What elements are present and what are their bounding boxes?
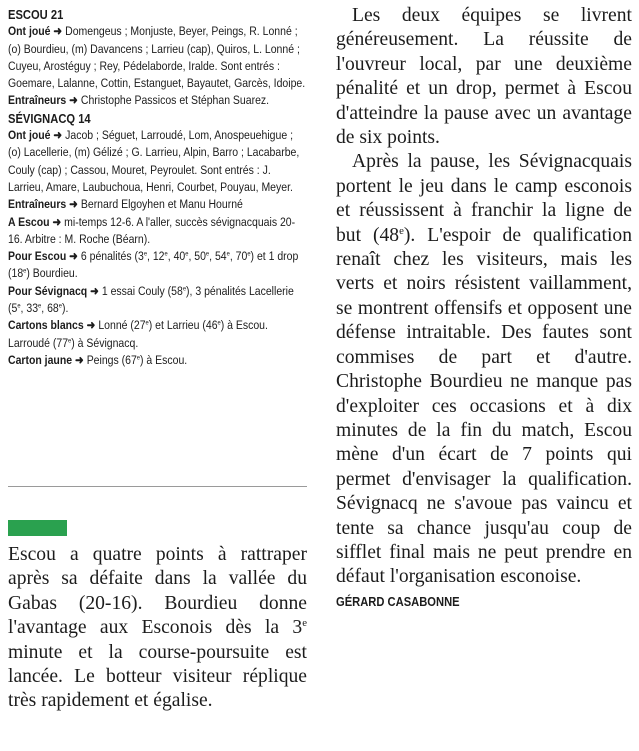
arrow-icon: ➜ [69,93,78,108]
label-ont-joue-1: Ont joué [8,24,51,39]
match-info [8,214,306,249]
scoring-sevignacq [8,283,306,318]
article-paragraph: Escou a quatre points à rattraper après sa défaite dans la vallée du Gabas (20-16). Bourdieu donne l'avantage aux Esconois dès la 3e minute et la course-poursuite est lancée. Le botteur visiteur réplique très rapidement et égalise. [8,544,307,712]
team1-players-text: Domengeus ; Monjuste, Beyer, Peings, R. Lonné ; (o) Bourdieu, (m) Davancens ; Larrieu (cap), Quiros, L. Lonné ; Cuyeu, Arostéguy ; Rey, Pédelaborde, Iralde. Sont entrés : Goemare, Lalanne, Cottin, Estanguet, Bayautet, Garcès, Idoipe. [8,24,306,91]
article-right-column [336,4,632,609]
label-a-escou: A Escou [8,214,50,229]
yellow-card [8,352,306,369]
section-tag [8,520,67,536]
match-info-text: mi-temps 12-6. A l'aller, succès sévignacquais 20-16. Arbitre : M. Roche (Béarn). [8,214,296,246]
label-entraineurs-2: Entraîneurs [8,197,67,212]
article-paragraph: Après la pause, les Sévignacquais portent le jeu dans le camp esconois et réussissent à franchir la ligne de but (48e). L'espoir de qualification renaît chez les visiteurs, mais les verts et noirs résistent vaillamment, se montrent offensifs et opposent une défense intraitable. Des fautes sont commises de part et d'autre. Christophe Bourdieu ne manque pas d'exploiter ces occasions et à dix minutes de la fin du match, Escou mène d'un écart de 7 points qui permet d'envisager la qualification. Sévignacq ne s'avoue pas vaincu et tente sa chance jusqu'au coup de sifflet final mais ne peut prendre en défaut l'organisation esconoise. [336,151,632,588]
label-entraineurs-1: Entraîneurs [8,93,67,108]
team2-players-text: Jacob ; Séguet, Larroudé, Lom, Anospeuehigue ; (o) Lacellerie, (m) Gélizé ; G. Larrieu, Alpin, Barro ; Lacabarbe, Couly (cap) ; Cassou, Mouret, Peyroulet. Sont entrés : J. Larrieu, Amare, Laubuchoua, Henri, Courbet, Pouyau, Meyer. [8,128,300,194]
white-cards-text: Lonné (27e) et Larrieu (46e) à Escou. Larroudé (77e) à Sévignacq. [8,318,268,350]
divider [8,486,307,487]
team1-players [8,23,306,92]
arrow-icon: ➜ [69,197,78,212]
arrow-icon: ➜ [90,283,99,298]
scoring-sevignacq-text: 1 essai Couly (58e), 3 pénalités Lacellerie (5e, 33e, 68e). [8,283,294,316]
article-paragraph: Les deux équipes se livrent généreusement. La réussite de l'ouvreur local, par une deuxième pénalité et un drop, permet à Escou d'atteindre la pause avec un avantage de six points. [336,5,632,149]
label-pour-sevignacq: Pour Sévignacq [8,283,88,298]
white-cards [8,317,306,352]
author-signature: GÉRARD CASABONNE [336,593,460,609]
article-left-column [8,543,307,714]
lineup-box [8,6,307,369]
arrow-icon: ➜ [52,214,62,229]
arrow-icon: ➜ [74,352,84,367]
label-pour-escou: Pour Escou [8,249,67,264]
label-carton-jaune: Carton jaune [8,352,73,367]
arrow-icon: ➜ [53,24,63,39]
team2-coaches-text: Bernard Elgoyhen et Manu Hourné [80,197,243,212]
team1-coaches [8,92,306,109]
scoring-escou [8,248,306,283]
arrow-icon: ➜ [69,249,78,264]
team2-heading: SÉVIGNACQ 14 [8,110,91,126]
team2-players [8,127,306,196]
arrow-icon: ➜ [53,128,63,143]
scoring-escou-text: 6 pénalités (3e, 12e, 40e, 50e, 54e, 70e) et 1 drop (18e) Bourdieu. [8,249,299,281]
yellow-card-text: Peings (67e) à Escou. [86,352,188,367]
team1-heading: ESCOU 21 [8,7,64,22]
label-ont-joue-2: Ont joué [8,128,51,143]
team2-coaches [8,196,306,213]
label-cartons-blancs: Cartons blancs [8,318,84,333]
team1-coaches-text: Christophe Passicos et Stéphan Suarez. [80,93,270,108]
arrow-icon: ➜ [86,318,96,333]
